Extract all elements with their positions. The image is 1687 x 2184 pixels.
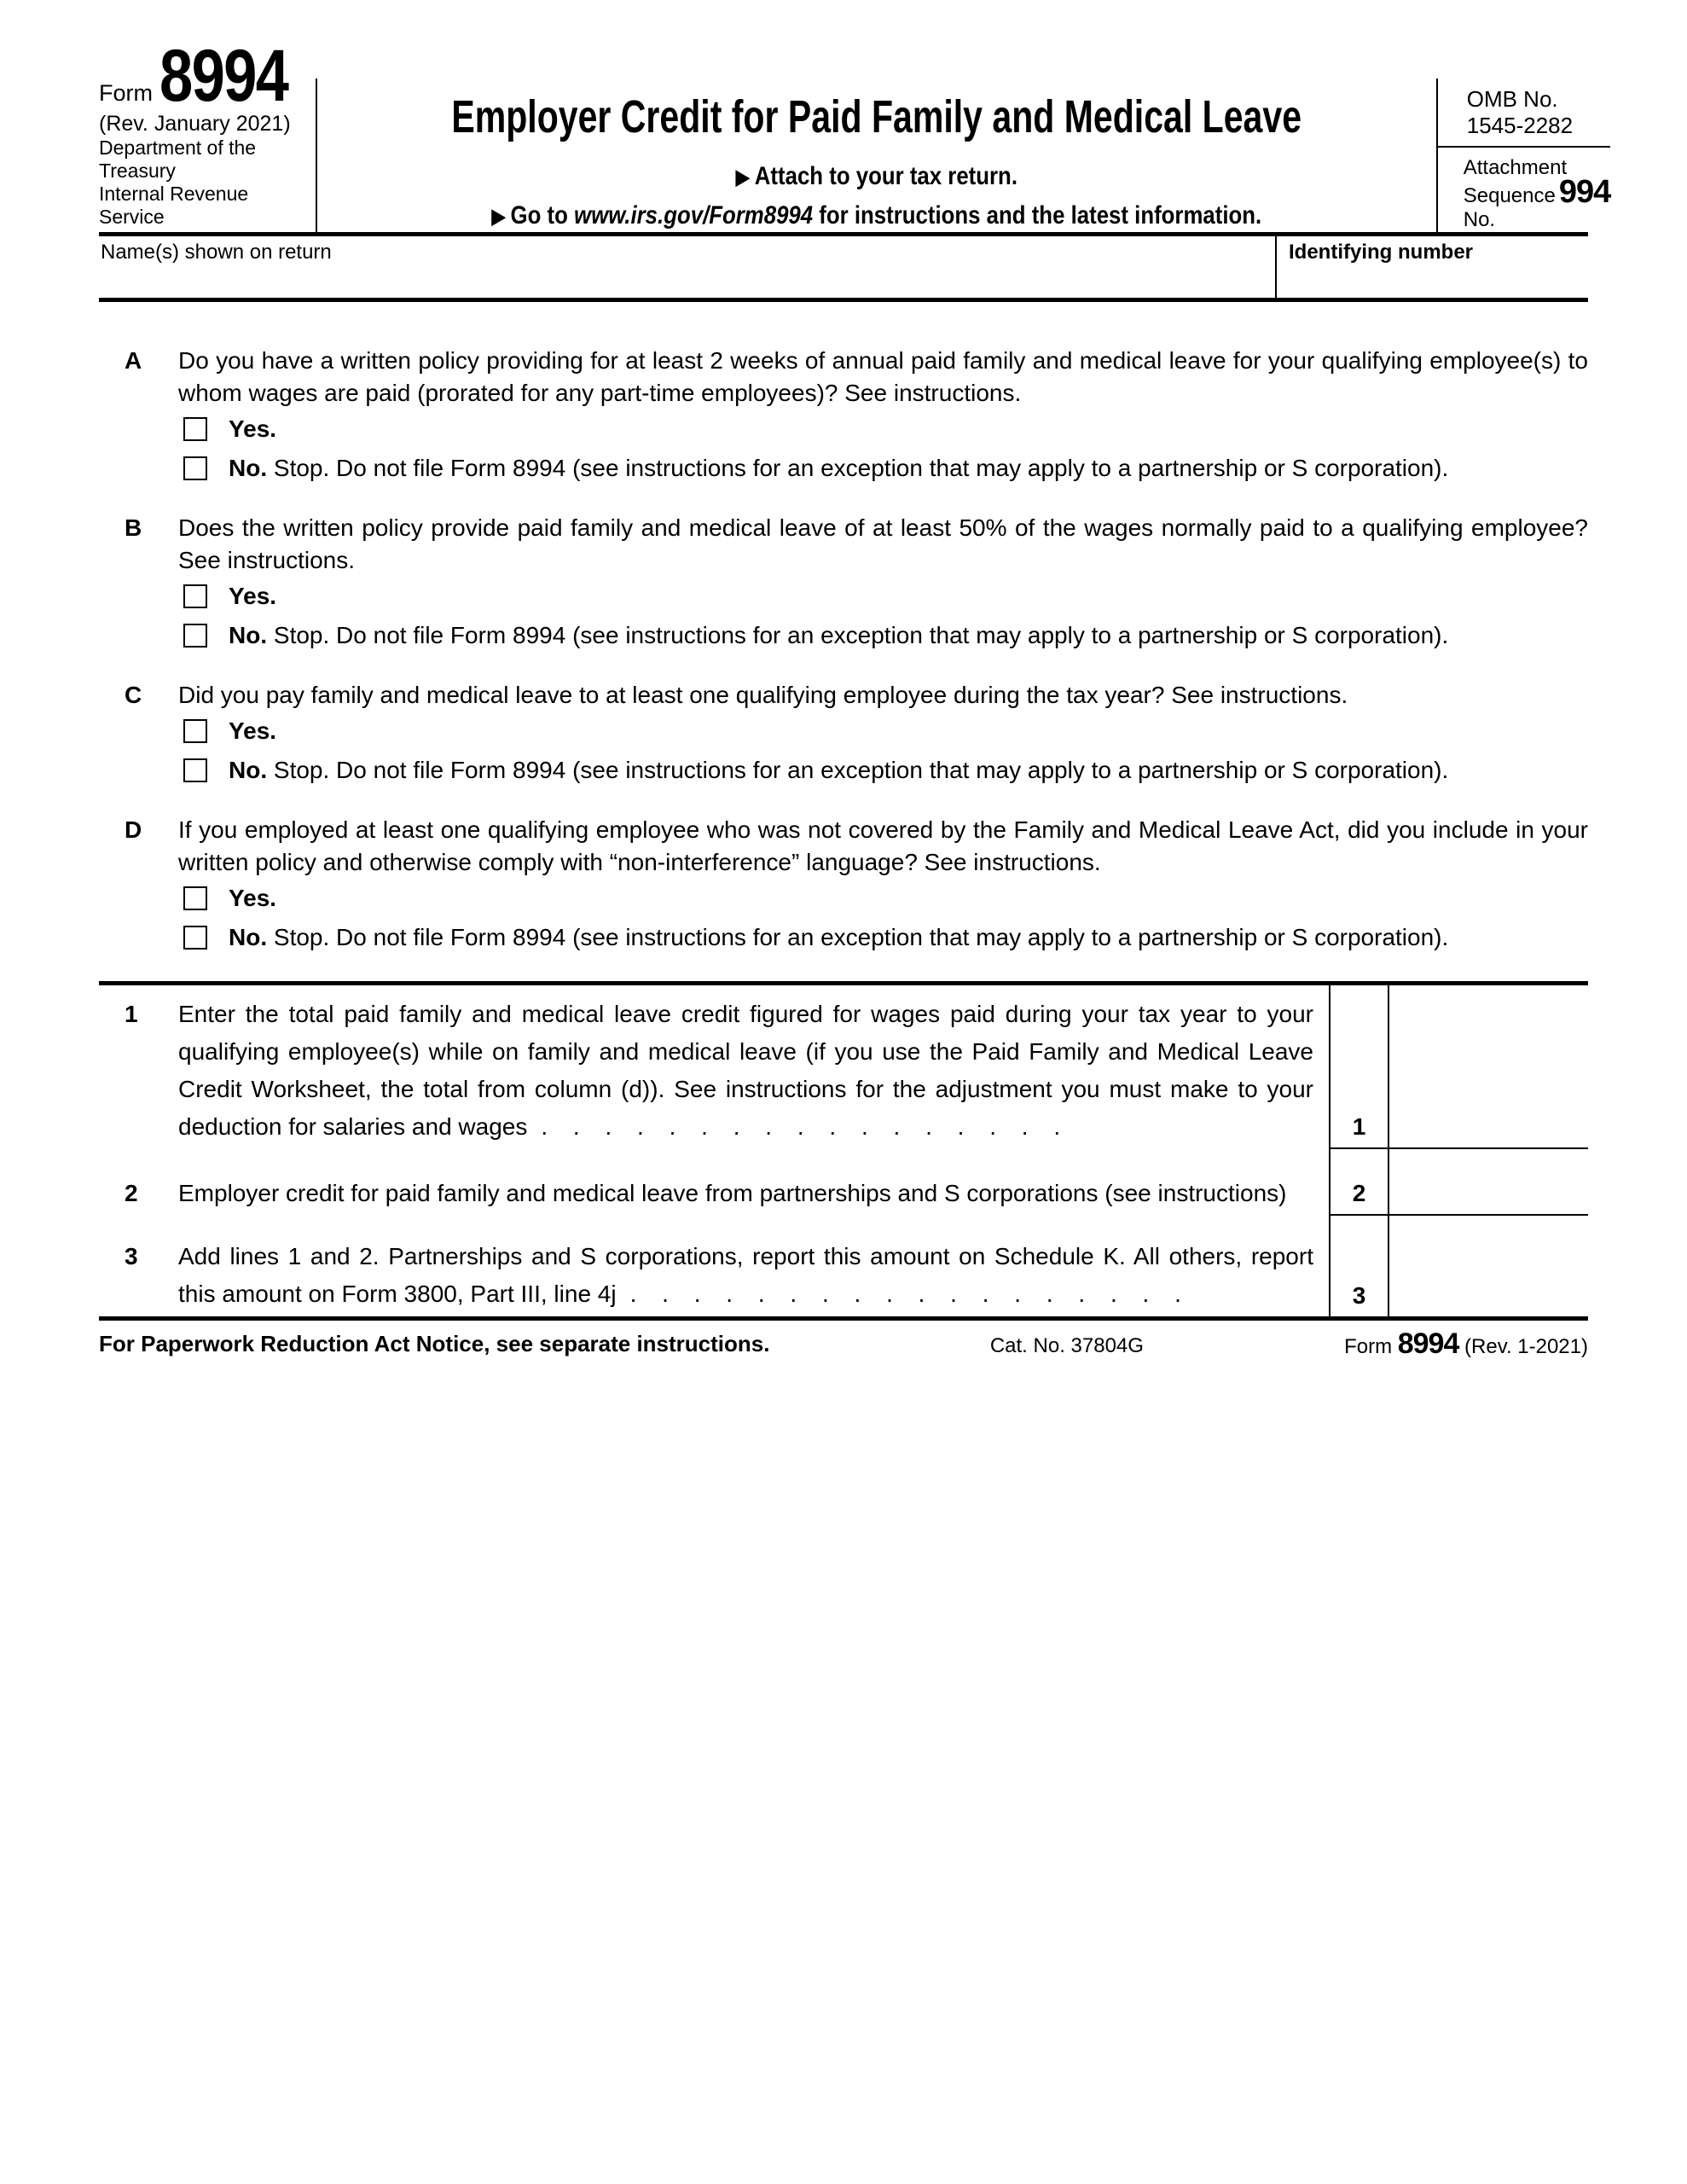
question-d-no-row — [183, 918, 1588, 957]
goto-suffix: for instructions and the latest information. — [813, 201, 1262, 229]
footer-form-id — [1344, 1327, 1588, 1361]
identifying-number-input-area[interactable] — [1277, 236, 1588, 298]
question-a-yes-label: Yes. — [229, 415, 277, 442]
question-a-no-checkbox[interactable] — [183, 456, 207, 480]
table-row-line-1 — [99, 985, 1588, 1149]
line-1-number: 1 — [125, 1001, 138, 1027]
question-b-no-checkbox[interactable] — [183, 624, 207, 648]
omb-number: OMB No. 1545-2282 — [1438, 78, 1611, 148]
catalog-number: Cat. No. 37804G — [989, 1334, 1144, 1357]
question-c-yes-row — [183, 712, 1588, 751]
sequence-line — [1463, 174, 1611, 232]
question-a-yes-row — [183, 410, 1588, 449]
table-row-line-2 — [99, 1149, 1588, 1216]
question-c-no-row — [183, 751, 1588, 790]
question-a-yes-checkbox[interactable] — [183, 417, 207, 441]
question-b-text: Does the written policy provide paid family and medical leave of at least 50% of the wages normally paid to a qualifying employee? See instructions. — [178, 514, 1588, 573]
question-d-letter: D — [125, 816, 142, 843]
question-b-letter: B — [125, 514, 142, 541]
question-a-no-label: No. Stop. Do not file Form 8994 (see instructions for an exception that may apply to a partnership or S corporation). — [229, 455, 1449, 481]
question-a-no-row — [183, 449, 1588, 488]
sequence-number: 994 — [1558, 174, 1611, 210]
credit-lines-table — [99, 981, 1588, 1321]
question-d-yes-label: Yes. — [229, 885, 277, 911]
question-c-text: Did you pay family and medical leave to at least one qualifying employee during the tax year? See instructions. — [178, 682, 1348, 708]
line-3-number: 3 — [125, 1243, 138, 1269]
question-a — [125, 345, 1588, 488]
sequence-label: Sequence No. — [1463, 184, 1556, 231]
line-1-description: Enter the total paid family and medical leave credit figured for wages paid during your tax year to your qualifying employee(s) while on family and medical leave (if you use the Paid Family and Medical Leave Credit Worksheet, the total from column (d)). See instructions for the adjustment you must make to your deduction for salaries and wages . . . . . . . . . . . . . . . . . — [178, 1001, 1313, 1140]
footer-revision: (Rev. 1-2021) — [1464, 1335, 1588, 1358]
line-1-amount-cell[interactable] — [1389, 985, 1588, 1149]
right-triangle-icon: ▶ — [491, 204, 507, 229]
question-d-yes-checkbox[interactable] — [183, 886, 207, 910]
right-triangle-icon: ▶ — [735, 165, 751, 190]
question-b — [125, 512, 1588, 655]
question-b-yes-checkbox[interactable] — [183, 584, 207, 608]
name-label: Name(s) shown on return — [101, 241, 332, 264]
goto-instruction — [396, 201, 1358, 230]
identifying-number-label: Identifying number — [1289, 241, 1473, 264]
revision-label: (Rev. January 2021) — [99, 112, 291, 136]
form-id-block — [99, 35, 317, 232]
name-input-area[interactable] — [99, 236, 1277, 298]
footer-form-number: 8994 — [1397, 1327, 1459, 1360]
taxpayer-info-row — [99, 236, 1588, 302]
footer-form-word: Form — [1344, 1335, 1393, 1358]
form-footer — [99, 1327, 1588, 1368]
question-c-no-checkbox[interactable] — [183, 758, 207, 782]
line-3-amount-cell[interactable] — [1389, 1216, 1588, 1316]
question-a-letter: A — [125, 347, 142, 374]
form-header — [99, 35, 1611, 232]
question-d-no-checkbox[interactable] — [183, 926, 207, 950]
questions-section — [99, 345, 1588, 957]
question-b-yes-label: Yes. — [229, 583, 277, 609]
goto-prefix: Go to — [510, 201, 575, 229]
question-c-letter: C — [125, 682, 142, 708]
attach-instruction — [396, 162, 1358, 191]
question-d — [125, 814, 1588, 957]
form-word-label: Form — [99, 80, 153, 106]
dot-leader: . . . . . . . . . . . . . . . . . — [541, 1113, 1061, 1140]
question-c-yes-label: Yes. — [229, 717, 277, 744]
question-b-no-row — [183, 616, 1588, 655]
form-number-line — [99, 35, 316, 117]
question-a-text: Do you have a written policy providing for at least 2 weeks of annual paid family and medical leave for your qualifying employee(s) to whom wages are paid (prorated for any part-time employees)? See instructions. — [178, 347, 1588, 406]
form-title-block — [317, 78, 1435, 232]
paperwork-notice: For Paperwork Reduction Act Notice, see separate instructions. — [99, 1331, 770, 1356]
question-b-no-label: No. Stop. Do not file Form 8994 (see instructions for an exception that may apply to a partnership or S corporation). — [229, 622, 1449, 648]
question-c-no-label: No. Stop. Do not file Form 8994 (see instructions for an exception that may apply to a partnership or S corporation). — [229, 757, 1449, 783]
page-title: Employer Credit for Paid Family and Medical Leave — [451, 91, 1302, 142]
attach-text: Attach to your tax return. — [755, 162, 1018, 190]
attachment-label: Attachment — [1463, 156, 1568, 179]
question-b-yes-row — [183, 577, 1588, 616]
attachment-sequence-block — [1438, 148, 1611, 232]
agency-line-1: Department of the Treasury — [99, 136, 257, 182]
table-row-line-3 — [99, 1216, 1588, 1316]
question-c-yes-checkbox[interactable] — [183, 719, 207, 743]
agency-line-2: Internal Revenue Service — [99, 183, 249, 228]
question-d-no-label: No. Stop. Do not file Form 8994 (see instructions for an exception that may apply to a partnership or S corporation). — [229, 924, 1449, 950]
line-1-box-label: 1 — [1329, 985, 1389, 1149]
line-3-description: Add lines 1 and 2. Partnerships and S corporations, report this amount on Schedule K. All others, report this amount on Form 3800, Part III, line 4j . . . . . . . . . . . . . . . . . . — [178, 1243, 1313, 1307]
question-c — [125, 679, 1588, 790]
question-d-yes-row — [183, 879, 1588, 918]
line-2-box-label: 2 — [1329, 1149, 1389, 1216]
irs-url-text: www.irs.gov/Form8994 — [574, 201, 814, 229]
line-3-box-label: 3 — [1329, 1216, 1389, 1316]
dot-leader: . . . . . . . . . . . . . . . . . . — [629, 1281, 1181, 1307]
line-2-amount-cell[interactable] — [1389, 1149, 1588, 1216]
omb-block — [1436, 78, 1611, 232]
question-d-text: If you employed at least one qualifying employee who was not covered by the Family and Medical Leave Act, did you include in your written policy and otherwise comply with “non-interference” language? See instructions. — [178, 816, 1588, 875]
line-2-description: Employer credit for paid family and medical leave from partnerships and S corporations (see instructions) — [178, 1180, 1287, 1206]
form-number: 8994 — [159, 35, 288, 117]
line-2-number: 2 — [125, 1180, 138, 1206]
